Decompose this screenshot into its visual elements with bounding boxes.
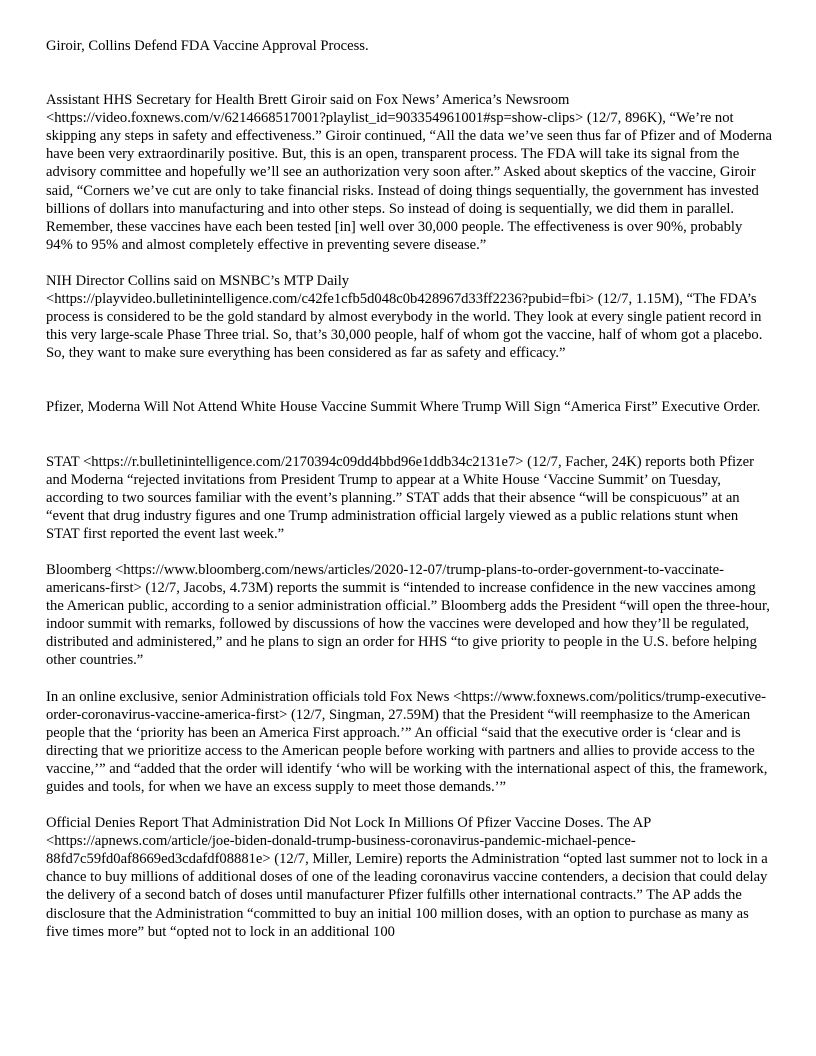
paragraph-collins: NIH Director Collins said on MSNBC’s MTP Daily <https://playvideo.bulletinintelligence.com/c42fe1cfb5d048c0b428967d33ff2236?pubid=fbi> (12/7, 1.15M), “The FDA’s process is considered to be the gold standard by almost everybody in the world. They look at every single patient record in this very large-scale Phase Three trial. So, that’s 30,000 people, half of whom got the vaccine, half of whom got a placebo. So, they want to make sure everything has been considered as far as safety and efficacy.”: [46, 272, 763, 362]
paragraph-ap: Official Denies Report That Administration Did Not Lock In Millions Of Pfizer Vaccine Doses. The AP <https://apnews.com/article/joe-biden-donald-trump-business-coronavirus-pandemic-michael-pence-88fd7c59fd0af8669ed3cdafdf08881e> (12/7, Miller, Lemire) reports the Administration “opted last summer not to lock in a chance to buy millions of additional doses of one of the leading coronavirus vaccine contenders, a decision that could delay the delivery of a second batch of doses until manufacturer Pfizer fulfills other international contracts.” The AP adds the disclosure that the Administration “committed to buy an initial 100 million doses, with an option to purchase as many as five times more” but “opted not to lock in an additional 100: [46, 815, 768, 940]
paragraph-foxnews: In an online exclusive, senior Administration officials told Fox News <https://www.foxnews.com/politics/trump-executive-order-coronavirus-vaccine-america-first> (12/7, Singman, 27.59M) that the President “will reemphasize to the American people that the ‘priority has been an America First approach.’” An official “said that the executive order is ‘clear and is directing that we prioritize access to the American people before working with partners and allies to provide access to the vaccine,’” and “added that the order will identify ‘who will be working with the international aspect of this, the framework, guides and tools, for when we have an excess supply to meet those demands.’”: [46, 688, 768, 795]
spacer: [46, 254, 772, 272]
document-page: [46, 37, 772, 941]
spacer: [46, 362, 772, 398]
spacer: [46, 543, 772, 561]
headline-vaccine-summit: Pfizer, Moderna Will Not Attend White House Vaccine Summit Where Trump Will Sign “America First” Executive Order.: [46, 399, 761, 416]
paragraph-stat: STAT <https://r.bulletinintelligence.com/2170394c09dd4bbd96e1ddb34c2131e7> (12/7, Facher, 24K) reports both Pfizer and Moderna “rejected invitations from President Trump to appear at a White House ‘Vaccine Summit’ on Tuesday, according to two sources familiar with the event’s planning.” STAT adds that their absence “will be conspicuous” at an “event that drug industry figures and one Trump administration official largely viewed as a public relations stunt when STAT first reported the event last week.”: [46, 453, 754, 542]
spacer: [46, 670, 772, 688]
spacer: [46, 796, 772, 814]
spacer: [46, 55, 772, 91]
headline-fda-approval: Giroir, Collins Defend FDA Vaccine Approval Process.: [46, 38, 369, 54]
paragraph-bloomberg: Bloomberg <https://www.bloomberg.com/news/articles/2020-12-07/trump-plans-to-order-government-to-vaccinate-americans-first> (12/7, Jacobs, 4.73M) reports the summit is “intended to increase confidence in the new vaccines among the American public, according to a senior administration official.” Bloomberg adds the President “will open the three-hour, indoor summit with remarks, followed by discussions of how the vaccines were developed and how they’ll be regulated, distributed and administered,” and he plans to sign an order for HHS “to give priority to people in the U.S. before helping other countries.”: [46, 561, 770, 669]
paragraph-giroir: Assistant HHS Secretary for Health Brett Giroir said on Fox News’ America’s Newsroom <https://video.foxnews.com/v/6214668517001?playlist_id=903354961001#sp=show-clips> (12/7, 896K), “We’re not skipping any steps in safety and effectiveness.” Giroir continued, “All the data we’ve seen thus far of Pfizer and of Moderna have been very extraordinarily positive. But, this is an open, transparent process. The FDA will take its signal from the advisory committee and hopefully we’ll see an authorization very soon after.” Asked about skeptics of the vaccine, Giroir said, “Corners we’ve cut are only to take financial risks. Instead of doing things sequentially, the government has invested billions of dollars into manufacturing and into other steps. So instead of doing is sequentially, we did them in parallel. Remember, these vaccines have each been tested [in] well over 30,000 people. The effectiveness is over 90%, probably 94% to 95% and almost completely effective in preventing severe disease.”: [46, 92, 772, 253]
spacer: [46, 417, 772, 453]
